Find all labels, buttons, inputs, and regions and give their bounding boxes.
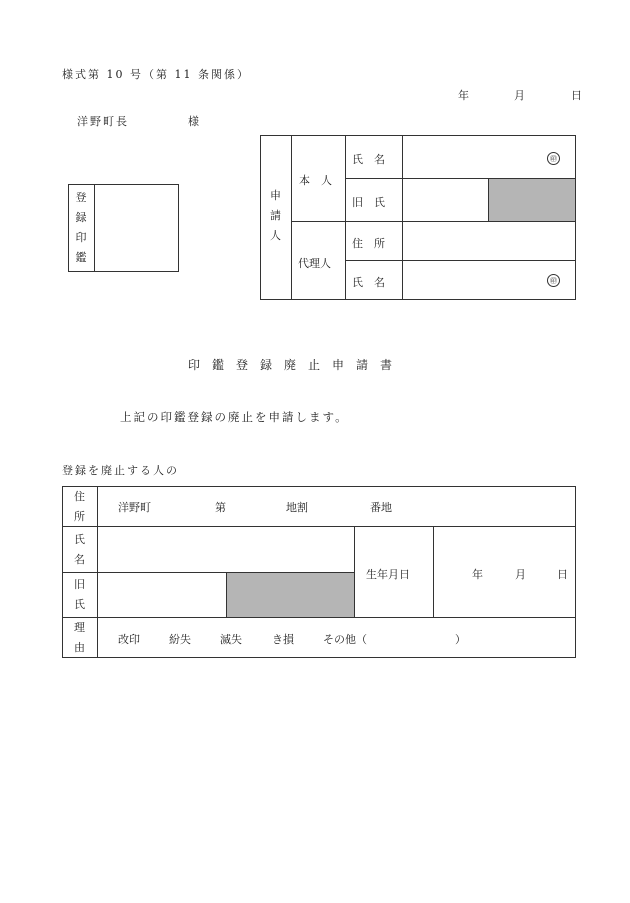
reason-funshitsu[interactable]: 紛失	[169, 633, 191, 646]
target-old-name-shaded-cell	[227, 573, 354, 617]
self-old-name-label: 旧 氏	[352, 196, 385, 209]
birth-date-label: 生年月日	[366, 568, 410, 581]
target-name-field[interactable]	[98, 527, 354, 572]
old-name-shaded-cell	[489, 179, 575, 221]
self-label: 本 人	[299, 174, 332, 187]
old-name-divider	[488, 178, 489, 221]
address-dai: 第	[215, 501, 226, 514]
proxy-label: 代理人	[298, 257, 331, 270]
reason-other-close: ）	[455, 633, 466, 646]
self-name-label: 氏 名	[352, 153, 385, 166]
addressee-name: 洋野町長	[77, 115, 129, 128]
birth-label-divider-left	[354, 526, 355, 617]
target-name-label: 氏 名	[74, 532, 85, 566]
section-label: 登録を廃止する人の	[62, 464, 179, 477]
seal-box-label: 登 録 印 鑑	[75, 191, 87, 264]
applicant-label: 申 請 人	[270, 189, 281, 242]
birth-date-field[interactable]	[434, 527, 575, 617]
address-town: 洋野町	[118, 501, 151, 514]
target-address-field[interactable]	[98, 487, 575, 526]
proxy-name-label: 氏 名	[352, 276, 385, 289]
birth-month-label: 月	[515, 568, 526, 581]
birth-day-label: 日	[557, 568, 568, 581]
reason-other[interactable]: その他（	[323, 633, 367, 646]
date-year-label: 年	[458, 89, 469, 102]
date-day-label: 日	[571, 89, 582, 102]
proxy-address-field[interactable]	[403, 222, 575, 260]
applicant-col-divider-2	[345, 135, 346, 300]
seal-box-divider	[94, 184, 95, 272]
addressee-honorific: 様	[188, 115, 199, 128]
target-row-divider-3	[62, 617, 576, 618]
target-old-name-field[interactable]	[98, 573, 226, 617]
document-title: 印 鑑 登 録 廃 止 申 請 書	[188, 358, 393, 372]
seal-mark-icon: ㊞	[547, 152, 560, 165]
target-old-name-divider	[226, 572, 227, 617]
reason-messhitsu[interactable]: 滅失	[220, 633, 242, 646]
address-chiwari: 地割	[286, 501, 308, 514]
reason-kison[interactable]: き損	[272, 633, 294, 646]
seal-mark-icon: ㊞	[547, 274, 560, 287]
reason-label: 理 由	[74, 621, 85, 654]
reason-other-field[interactable]	[370, 625, 452, 649]
birth-year-label: 年	[472, 568, 483, 581]
form-number: 様式第 10 号（第 11 条関係）	[62, 68, 250, 81]
self-old-name-field[interactable]	[403, 179, 488, 221]
date-month-label: 月	[514, 89, 525, 102]
reason-kaiin[interactable]: 改印	[118, 633, 140, 646]
target-old-name-label: 旧 氏	[74, 578, 85, 611]
proxy-address-label: 住 所	[352, 237, 385, 250]
applicant-col-divider-1	[291, 135, 292, 300]
address-banchi: 番地	[370, 501, 392, 514]
application-statement: 上記の印鑑登録の廃止を申請します。	[120, 410, 349, 424]
target-address-label: 住 所	[74, 489, 85, 523]
